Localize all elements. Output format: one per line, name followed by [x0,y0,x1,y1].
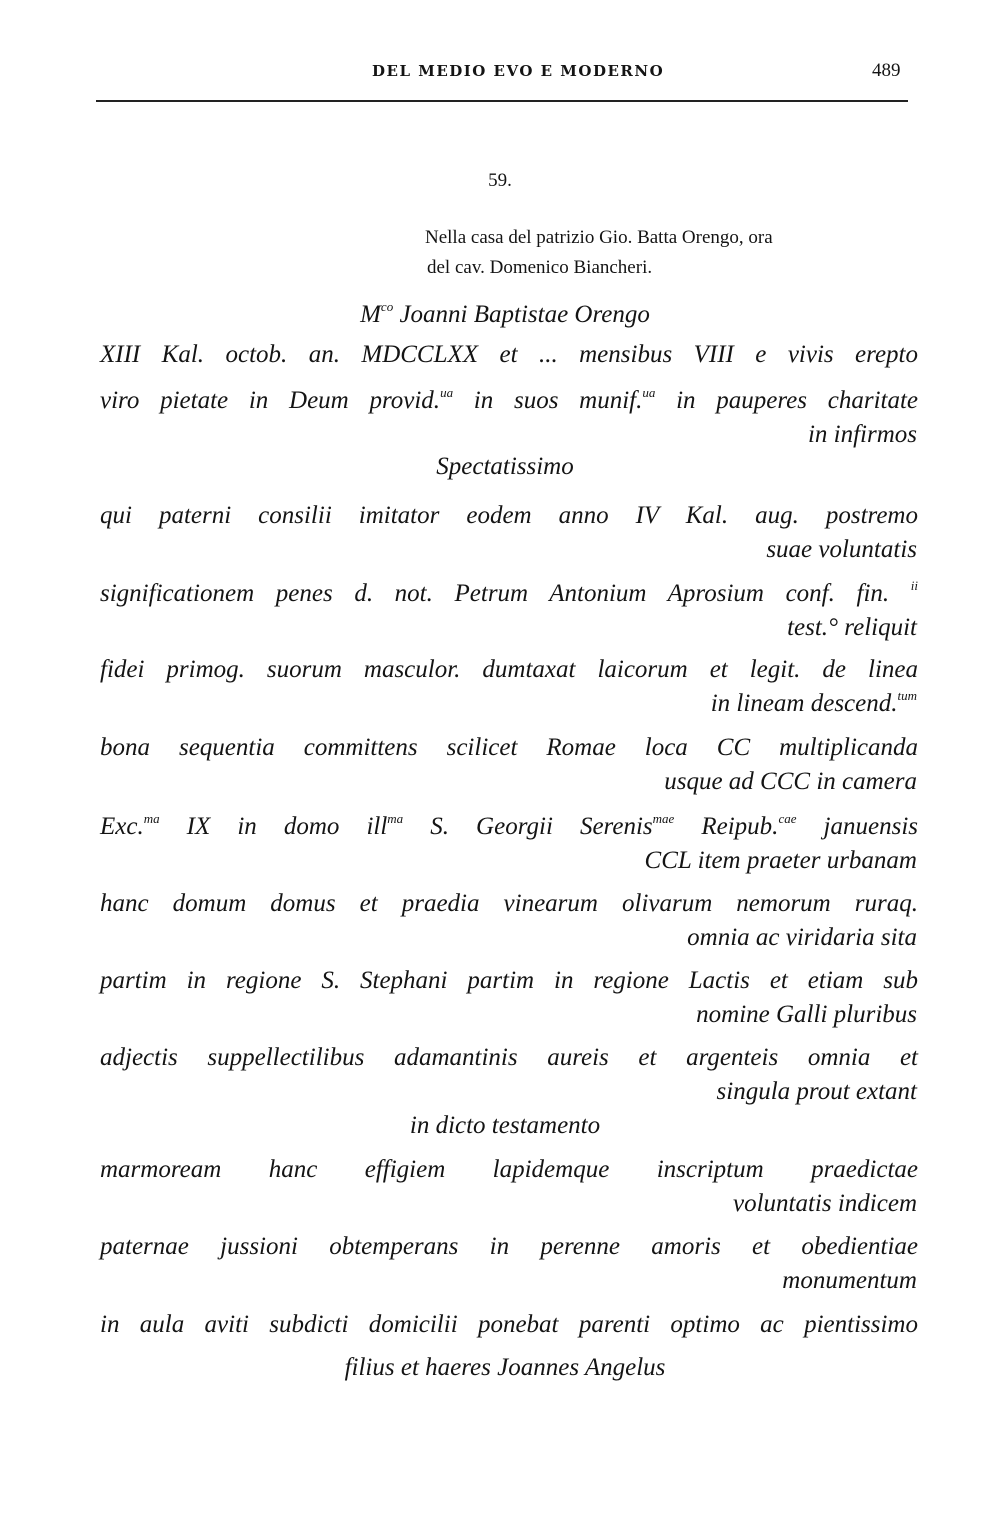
inscription-line-22: in dicto testamento [409,1112,601,1139]
inscription-line-2: XIII Kal. octob. an. MDCCLXX et ... mensibus VIII e vivis erepto [100,341,918,368]
superscript: co [380,299,394,314]
inscription-text: M [360,301,381,328]
inscription-line-25: paternae jussioni obtemperans in perenne amoris et obedientiae [100,1233,918,1260]
inscription-line-6: qui paterni consilii imitator eodem anno IV Kal. aug. postremo [100,502,918,529]
inscription-line-7: suae voluntatis [766,536,917,563]
inscription-line-13: usque ad CCC in camera [664,768,917,795]
superscript: cae [778,811,797,826]
inscription-text: in lineam descend. [710,690,898,717]
inscription-line-16: hanc domum domus et praedia vinearum olivarum nemorum ruraq. [100,890,918,917]
inscription-line-26: monumentum [782,1267,917,1294]
inscription-line-24: voluntatis indicem [733,1190,917,1217]
inscription-text: IX in domo ill [159,813,388,840]
inscription-line-14 [100,813,918,841]
inscription-line-28: filius et haeres Joannes Angelus [344,1354,666,1381]
superscript: mae [652,811,675,826]
inscription-line-17: omnia ac viridaria sita [687,924,917,951]
inscription-line-3 [100,387,918,415]
running-title: DEL MEDIO EVO E MODERNO [372,62,665,80]
inscription-line-8 [100,580,918,608]
inscription-text: in suos munif. [453,387,643,414]
inscription-text: viro pietate in Deum provid. [100,387,441,414]
page-number: 489 [872,60,901,81]
inscription-line-23: marmoream hanc effigiem lapidemque inscriptum praedictae [100,1156,918,1183]
inscription-line-27: in aula aviti subdicti domicilii ponebat parenti optimo ac pientissimo [100,1311,918,1338]
inscription-line-1 [0,301,1000,329]
inscription-text: Reipub. [674,813,779,840]
inscription-line-20: adjectis suppellectilibus adamantinis aureis et argenteis omnia et [100,1044,918,1071]
superscript: ma [387,811,404,826]
header-rule [96,100,908,102]
superscript: ua [440,385,454,400]
inscription-line-9: test.° reliquit [787,614,917,641]
inscription-text: Joanni Baptistae Orengo [393,301,650,328]
inscription-line-4: in infirmos [807,421,917,448]
inscription-text: januensis [796,813,918,840]
entry-location [425,223,925,283]
superscript: ii [910,578,918,593]
superscript: tum [897,688,917,703]
inscription-text: in pauperes charitate [655,387,919,414]
inscription-line-12: bona sequentia committens scilicet Romae loca CC multiplicanda [100,734,918,761]
inscription-line-15: CCL item praeter urbanam [644,847,917,874]
inscription-text: S. Georgii Serenis [403,813,653,840]
inscription-line-10: fidei primog. suorum masculor. dumtaxat laicorum et legit. de linea [100,656,918,683]
inscription-line-5: Spectatissimo [436,453,574,480]
inscription-line-11 [300,690,917,718]
superscript: ma [143,811,160,826]
inscription-line-18: partim in regione S. Stephani partim in regione Lactis et etiam sub [100,967,918,994]
superscript: ua [642,385,656,400]
location-line-1: Nella casa del patrizio Gio. Batta Orengo, ora [425,227,773,248]
entry-number: 59. [488,170,512,191]
inscription-text: Exc. [100,813,144,840]
inscription-line-19: nomine Galli pluribus [696,1001,917,1028]
location-line-2: del cav. Domenico Biancheri. [427,257,653,278]
inscription-text: significationem penes d. not. Petrum Antonium Aprosium conf. fin. [100,580,890,607]
inscription-line-21: singula prout extant [716,1078,917,1105]
